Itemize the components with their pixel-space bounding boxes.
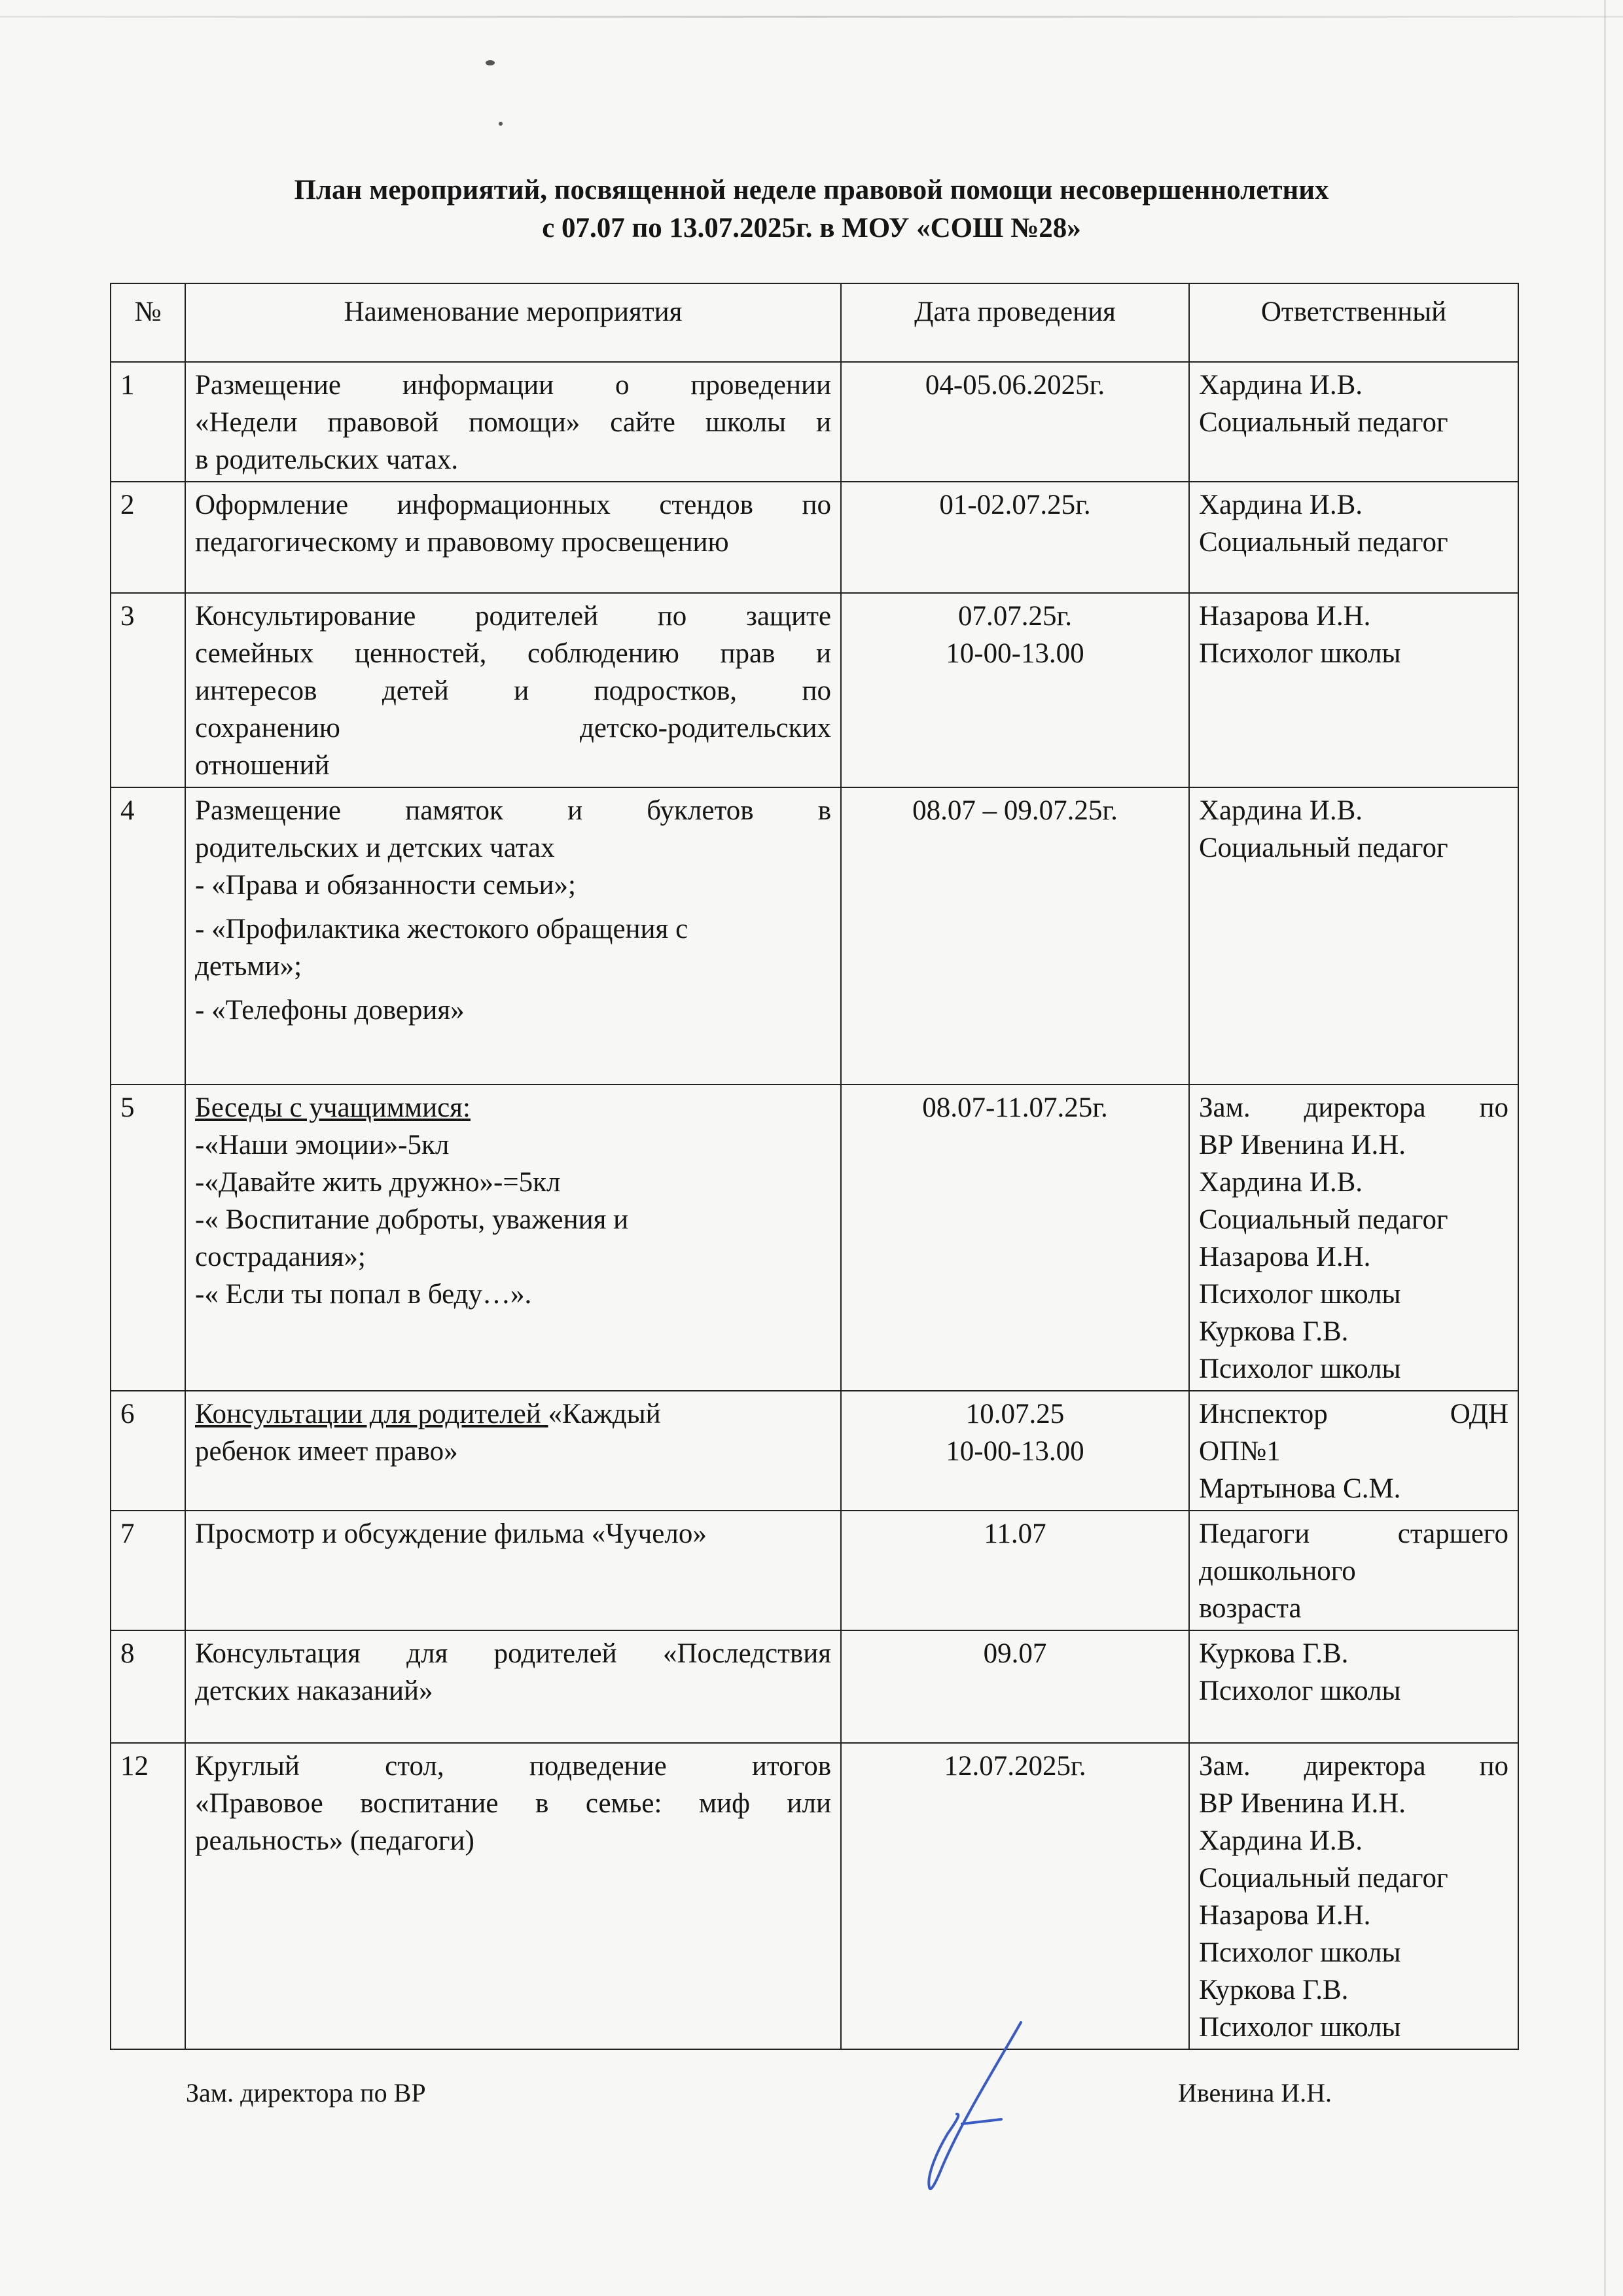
signatory-name: Ивенина И.Н. <box>1178 2078 1332 2108</box>
event-name-line: -« Воспитание доброты, уважения и <box>195 1204 629 1235</box>
row-number: 1 <box>111 362 185 482</box>
date-line: 08.07-11.07.25г. <box>922 1092 1108 1123</box>
event-name-underlined: Консультации для родителей <box>195 1399 548 1429</box>
header-date: Дата проведения <box>841 283 1189 362</box>
event-name-quote: «Каждый <box>548 1399 661 1429</box>
event-name-line: Оформление информационных стендов по <box>195 490 831 520</box>
date-line: 12.07.2025г. <box>944 1751 1086 1782</box>
event-date <box>841 1511 1189 1630</box>
row-number: 8 <box>111 1630 185 1743</box>
event-name-line: -« Если ты попал в беду…». <box>195 1279 532 1310</box>
responsible-line: Психолог школы <box>1199 1279 1401 1310</box>
date-line: 10.07.25 <box>965 1399 1065 1429</box>
responsible-line: ВР Ивенина И.Н. <box>1199 1788 1406 1819</box>
row-number: 6 <box>111 1391 185 1511</box>
responsible-line: Психолог школы <box>1199 1676 1401 1706</box>
event-name-line: родительских и детских чатах <box>195 833 555 863</box>
table-row <box>111 482 1518 593</box>
responsible-line: дошкольного <box>1199 1556 1356 1587</box>
row-number: 12 <box>111 1743 185 2049</box>
event-name-line: Просмотр и обсуждение фильма «Чучело» <box>195 1518 707 1549</box>
event-name-line: интересов детей и подростков, по <box>195 675 831 706</box>
responsible-line: Хардина И.В. <box>1199 370 1363 401</box>
event-name-line: Размещение памяток и буклетов в <box>195 795 831 826</box>
event-name <box>185 593 841 787</box>
event-responsible <box>1189 362 1518 482</box>
event-responsible <box>1189 593 1518 787</box>
responsible-line: Хардина И.В. <box>1199 795 1363 826</box>
events-plan-table <box>110 283 1519 2050</box>
table-header-row <box>111 283 1518 362</box>
title-line-1: План мероприятий, посвященной неделе правовой помощи несовершеннолетних <box>294 175 1329 206</box>
scan-speck <box>499 122 503 126</box>
date-line: 10-00-13.00 <box>946 638 1084 669</box>
event-name <box>185 787 841 1085</box>
event-name-line: педагогическому и правовому просвещению <box>195 527 729 558</box>
date-line: 04-05.06.2025г. <box>925 370 1105 401</box>
scan-speck <box>486 60 495 65</box>
event-name-line: «Недели правовой помощи» сайте школы и <box>195 407 831 438</box>
date-line: 10-00-13.00 <box>946 1436 1084 1467</box>
event-name-line: сострадания»; <box>195 1242 366 1272</box>
event-name-line: - «Профилактика жестокого обращения с <box>195 914 688 944</box>
responsible-line: Социальный педагог <box>1199 833 1448 863</box>
responsible-line: Инспектор ОДН <box>1199 1399 1508 1429</box>
date-line: 09.07 <box>983 1638 1047 1669</box>
header-event-name: Наименование мероприятия <box>185 283 841 362</box>
responsible-line: Хардина И.В. <box>1199 1825 1363 1856</box>
responsible-line: Хардина И.В. <box>1199 490 1363 520</box>
event-name-line: семейных ценностей, соблюдению прав и <box>195 638 831 669</box>
event-name-line: отношений <box>195 750 330 781</box>
table-row <box>111 593 1518 787</box>
event-date <box>841 482 1189 593</box>
table-row <box>111 787 1518 1085</box>
title-line-2: с 07.07 по 13.07.2025г. в МОУ «СОШ №28» <box>542 213 1081 243</box>
table-row <box>111 362 1518 482</box>
event-responsible <box>1189 1511 1518 1630</box>
event-name <box>185 362 841 482</box>
event-name-line: реальность» (педагоги) <box>195 1825 474 1856</box>
event-name <box>185 482 841 593</box>
responsible-line: Психолог школы <box>1199 1354 1401 1384</box>
event-name-line: - «Телефоны доверия» <box>195 995 465 1026</box>
responsible-line: Социальный педагог <box>1199 527 1448 558</box>
event-responsible <box>1189 1743 1518 2049</box>
handwritten-signature <box>883 2016 1054 2199</box>
responsible-line: Зам. директора по <box>1199 1751 1508 1782</box>
event-date <box>841 1391 1189 1511</box>
table-row <box>111 1085 1518 1391</box>
signatory-position: Зам. директора по ВР <box>186 2078 426 2108</box>
event-name <box>185 1511 841 1630</box>
responsible-line: ВР Ивенина И.Н. <box>1199 1130 1406 1160</box>
responsible-line: Психолог школы <box>1199 2012 1401 2043</box>
row-number: 2 <box>111 482 185 593</box>
event-name-line: детских наказаний» <box>195 1676 433 1706</box>
responsible-line: Назарова И.Н. <box>1199 1242 1371 1272</box>
event-name-line <box>195 1395 831 1433</box>
row-number: 5 <box>111 1085 185 1391</box>
date-line: 08.07 – 09.07.25г. <box>912 795 1118 826</box>
event-name-line: сохранению детско-родительских <box>195 713 831 744</box>
event-name-line: - «Права и обязанности семьи»; <box>195 870 576 901</box>
event-name-line: -«Давайте жить дружно»-=5кл <box>195 1167 561 1198</box>
responsible-line: Мартынова С.М. <box>1199 1473 1401 1504</box>
row-number: 3 <box>111 593 185 787</box>
responsible-line: Психолог школы <box>1199 1937 1401 1968</box>
responsible-line: возраста <box>1199 1593 1302 1624</box>
responsible-line: Социальный педагог <box>1199 407 1448 438</box>
event-name-line: Беседы с учащиммися: <box>195 1092 471 1123</box>
responsible-line: Социальный педагог <box>1199 1863 1448 1893</box>
date-line: 01-02.07.25г. <box>939 490 1091 520</box>
event-name-line: Размещение информации о проведении <box>195 370 831 401</box>
event-name-line: -«Наши эмоции»-5кл <box>195 1130 450 1160</box>
event-name <box>185 1630 841 1743</box>
header-number: № <box>111 283 185 362</box>
event-date <box>841 787 1189 1085</box>
event-name <box>185 1743 841 2049</box>
event-responsible <box>1189 1085 1518 1391</box>
responsible-line: Куркова Г.В. <box>1199 1638 1349 1669</box>
event-name <box>185 1391 841 1511</box>
responsible-line: ОП№1 <box>1199 1436 1281 1467</box>
responsible-line: Назарова И.Н. <box>1199 1900 1371 1931</box>
event-name <box>185 1085 841 1391</box>
date-line: 07.07.25г. <box>957 601 1073 632</box>
table-row <box>111 1391 1518 1511</box>
event-responsible <box>1189 1391 1518 1511</box>
scan-edge-top <box>0 16 1623 18</box>
table-row <box>111 1743 1518 2049</box>
row-number: 7 <box>111 1511 185 1630</box>
responsible-line: Психолог школы <box>1199 638 1401 669</box>
responsible-line: Куркова Г.В. <box>1199 1316 1349 1347</box>
event-name-line: в родительских чатах. <box>195 444 459 475</box>
responsible-line: Зам. директора по <box>1199 1092 1508 1123</box>
event-responsible <box>1189 482 1518 593</box>
event-name-line: ребенок имеет право» <box>195 1436 458 1467</box>
event-date <box>841 1085 1189 1391</box>
event-responsible <box>1189 787 1518 1085</box>
responsible-line: Социальный педагог <box>1199 1204 1448 1235</box>
row-number: 4 <box>111 787 185 1085</box>
event-date <box>841 593 1189 787</box>
event-date <box>841 1630 1189 1743</box>
responsible-line: Куркова Г.В. <box>1199 1975 1349 2005</box>
scan-edge-right <box>1604 0 1606 2296</box>
event-name-line: Консультирование родителей по защите <box>195 601 831 632</box>
event-name-line: Круглый стол, подведение итогов <box>195 1751 831 1782</box>
event-name-line: «Правовое воспитание в семье: миф или <box>195 1788 831 1819</box>
table-row <box>111 1511 1518 1630</box>
date-line: 11.07 <box>984 1518 1046 1549</box>
header-responsible: Ответственный <box>1189 283 1518 362</box>
responsible-line: Педагоги старшего <box>1199 1518 1508 1549</box>
responsible-line: Назарова И.Н. <box>1199 601 1371 632</box>
document-title <box>0 171 1623 247</box>
event-date <box>841 1743 1189 2049</box>
table-row <box>111 1630 1518 1743</box>
event-name-line: детьми»; <box>195 951 302 982</box>
event-responsible <box>1189 1630 1518 1743</box>
event-date <box>841 362 1189 482</box>
responsible-line: Хардина И.В. <box>1199 1167 1363 1198</box>
event-name-line: Консультация для родителей «Последствия <box>195 1638 831 1669</box>
